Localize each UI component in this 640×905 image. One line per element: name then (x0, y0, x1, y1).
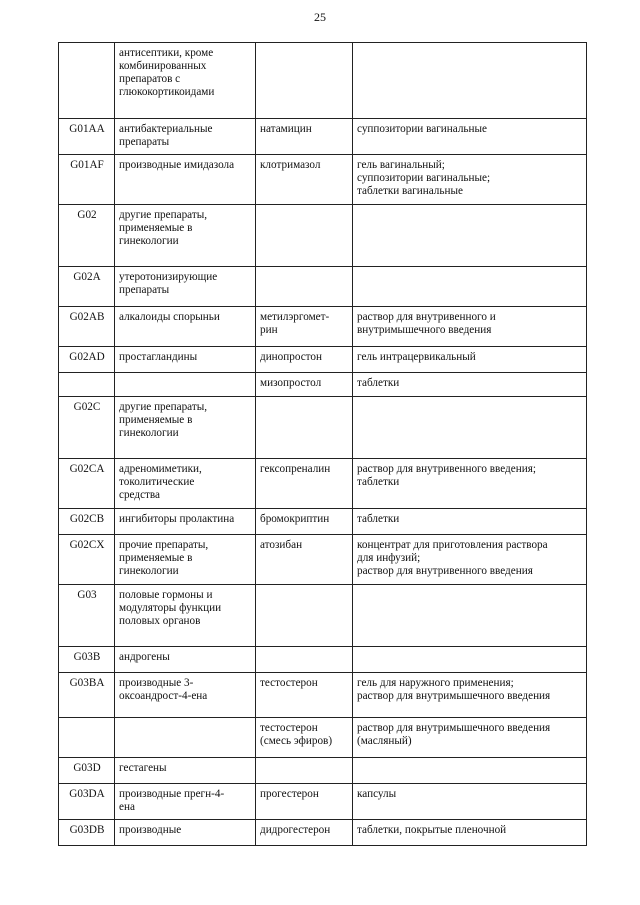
group-text: андрогены (119, 651, 170, 663)
table-body (59, 43, 587, 846)
form-text: таблетки (357, 377, 400, 389)
form-text: гель для наружного применения; раствор для внутримышечного введения (357, 677, 551, 702)
drug-text: дидрогестерон (260, 824, 331, 836)
drug-text: метилэргомет- рин (260, 311, 330, 336)
drug-classification-table (58, 42, 587, 846)
cell-form (353, 718, 587, 758)
drug-text: гексопреналин (260, 463, 331, 475)
cell-code (59, 155, 115, 205)
drug-text: тестостерон (260, 677, 318, 689)
cell-drug (256, 673, 353, 718)
table-row (59, 758, 587, 784)
table-row (59, 155, 587, 205)
cell-group (115, 347, 256, 373)
form-text: суппозитории вагинальные (357, 123, 487, 135)
group-text: производные 3- оксоандрост-4-ена (119, 677, 208, 702)
cell-form (353, 820, 587, 846)
cell-group (115, 647, 256, 673)
drug-text: клотримазол (260, 159, 321, 171)
cell-form (353, 459, 587, 509)
cell-group (115, 459, 256, 509)
cell-group (115, 119, 256, 155)
cell-form (353, 585, 587, 647)
code-text: G01AA (69, 123, 105, 135)
table-row (59, 119, 587, 155)
cell-code (59, 459, 115, 509)
table-row (59, 784, 587, 820)
cell-drug (256, 647, 353, 673)
cell-form (353, 784, 587, 820)
cell-code (59, 373, 115, 397)
cell-drug (256, 820, 353, 846)
cell-group (115, 673, 256, 718)
cell-group (115, 718, 256, 758)
cell-code (59, 784, 115, 820)
group-text: производные имидазола (119, 159, 235, 171)
cell-drug (256, 459, 353, 509)
group-text: ингибиторы пролактина (119, 513, 235, 525)
drug-text: натамицин (260, 123, 312, 135)
form-text: капсулы (357, 788, 397, 800)
group-text: другие препараты, применяемые в гинекологии (119, 401, 208, 439)
code-text: G02A (73, 271, 101, 283)
cell-drug (256, 307, 353, 347)
table-row (59, 373, 587, 397)
cell-drug (256, 397, 353, 459)
cell-code (59, 718, 115, 758)
group-text: простагландины (119, 351, 198, 363)
cell-group (115, 784, 256, 820)
cell-drug (256, 718, 353, 758)
cell-form (353, 535, 587, 585)
table-row (59, 267, 587, 307)
code-text: G02AB (69, 311, 105, 323)
table-row (59, 509, 587, 535)
cell-form (353, 509, 587, 535)
cell-drug (256, 758, 353, 784)
form-text: концентрат для приготовления раствора для инфузий; раствор для внутривенного введения (357, 539, 548, 577)
table-row (59, 535, 587, 585)
code-text: G03B (73, 651, 101, 663)
table-row (59, 43, 587, 119)
cell-drug (256, 509, 353, 535)
table-row (59, 307, 587, 347)
code-text: G02 (77, 209, 97, 221)
cell-code (59, 43, 115, 119)
cell-code (59, 267, 115, 307)
cell-drug (256, 373, 353, 397)
cell-form (353, 758, 587, 784)
cell-form (353, 155, 587, 205)
code-text: G03BA (69, 677, 105, 689)
table-row (59, 347, 587, 373)
drug-text: динопростон (260, 351, 323, 363)
cell-code (59, 509, 115, 535)
page-number: 25 (314, 10, 326, 24)
cell-group (115, 267, 256, 307)
cell-code (59, 585, 115, 647)
cell-drug (256, 535, 353, 585)
cell-drug (256, 784, 353, 820)
code-text: G03D (73, 762, 101, 774)
cell-form (353, 397, 587, 459)
cell-form (353, 347, 587, 373)
cell-code (59, 820, 115, 846)
cell-code (59, 758, 115, 784)
cell-drug (256, 585, 353, 647)
cell-code (59, 205, 115, 267)
cell-code (59, 119, 115, 155)
group-text: алкалоиды спорыньи (119, 311, 220, 323)
code-text: G01AF (70, 159, 104, 171)
table-row (59, 647, 587, 673)
group-text: другие препараты, применяемые в гинекологии (119, 209, 208, 247)
form-text: раствор для внутривенного введения; таблетки (357, 463, 536, 488)
code-text: G02CA (69, 463, 105, 475)
group-text: гестагены (119, 762, 167, 774)
group-text: производные прегн-4- ена (119, 788, 225, 813)
cell-group (115, 535, 256, 585)
group-text: половые гормоны и модуляторы функции половых органов (119, 589, 222, 627)
group-text: производные (119, 824, 182, 836)
cell-code (59, 535, 115, 585)
cell-form (353, 205, 587, 267)
cell-code (59, 307, 115, 347)
drug-text: бромокриптин (260, 513, 330, 525)
cell-group (115, 43, 256, 119)
code-text: G02CB (69, 513, 105, 525)
form-text: раствор для внутривенного и внутримышечного введения (357, 311, 496, 336)
cell-form (353, 267, 587, 307)
cell-group (115, 509, 256, 535)
form-text: таблетки, покрытые пленочной (357, 824, 507, 836)
cell-drug (256, 119, 353, 155)
table-row (59, 820, 587, 846)
code-text: G02C (73, 401, 101, 413)
table-row (59, 397, 587, 459)
cell-drug (256, 347, 353, 373)
table-row (59, 585, 587, 647)
drug-text: тестостерон (смесь эфиров) (260, 722, 333, 747)
cell-code (59, 647, 115, 673)
table-row (59, 718, 587, 758)
drug-text: мизопростол (260, 377, 322, 389)
cell-drug (256, 205, 353, 267)
cell-group (115, 205, 256, 267)
cell-code (59, 397, 115, 459)
table-row (59, 673, 587, 718)
code-text: G03DB (69, 824, 105, 836)
code-text: G02AD (69, 351, 105, 363)
cell-drug (256, 43, 353, 119)
cell-code (59, 673, 115, 718)
group-text: антибактериальные препараты (119, 123, 213, 148)
code-text: G03 (77, 589, 97, 601)
code-text: G02CX (69, 539, 105, 551)
group-text: прочие препараты, применяемые в гинекологии (119, 539, 209, 577)
cell-form (353, 307, 587, 347)
cell-drug (256, 155, 353, 205)
cell-form (353, 673, 587, 718)
drug-text: прогестерон (260, 788, 319, 800)
cell-group (115, 307, 256, 347)
cell-group (115, 373, 256, 397)
group-text: адреномиметики, токолитические средства (119, 463, 202, 501)
cell-group (115, 585, 256, 647)
cell-form (353, 43, 587, 119)
cell-drug (256, 267, 353, 307)
cell-code (59, 347, 115, 373)
cell-group (115, 155, 256, 205)
cell-form (353, 119, 587, 155)
drug-text: атозибан (260, 539, 303, 551)
code-text: G03DA (69, 788, 105, 800)
group-text: антисептики, кроме комбинированных препаратов с глюкокортикоидами (119, 47, 215, 98)
cell-group (115, 758, 256, 784)
group-text: утеротонизирующие препараты (119, 271, 218, 296)
table-row (59, 205, 587, 267)
form-text: гель вагинальный; суппозитории вагинальные; таблетки вагинальные (357, 159, 491, 197)
form-text: раствор для внутримышечного введения (масляный) (357, 722, 551, 747)
table-row (59, 459, 587, 509)
form-text: гель интрацервикальный (357, 351, 476, 363)
cell-group (115, 397, 256, 459)
cell-form (353, 647, 587, 673)
cell-form (353, 373, 587, 397)
cell-group (115, 820, 256, 846)
form-text: таблетки (357, 513, 400, 525)
